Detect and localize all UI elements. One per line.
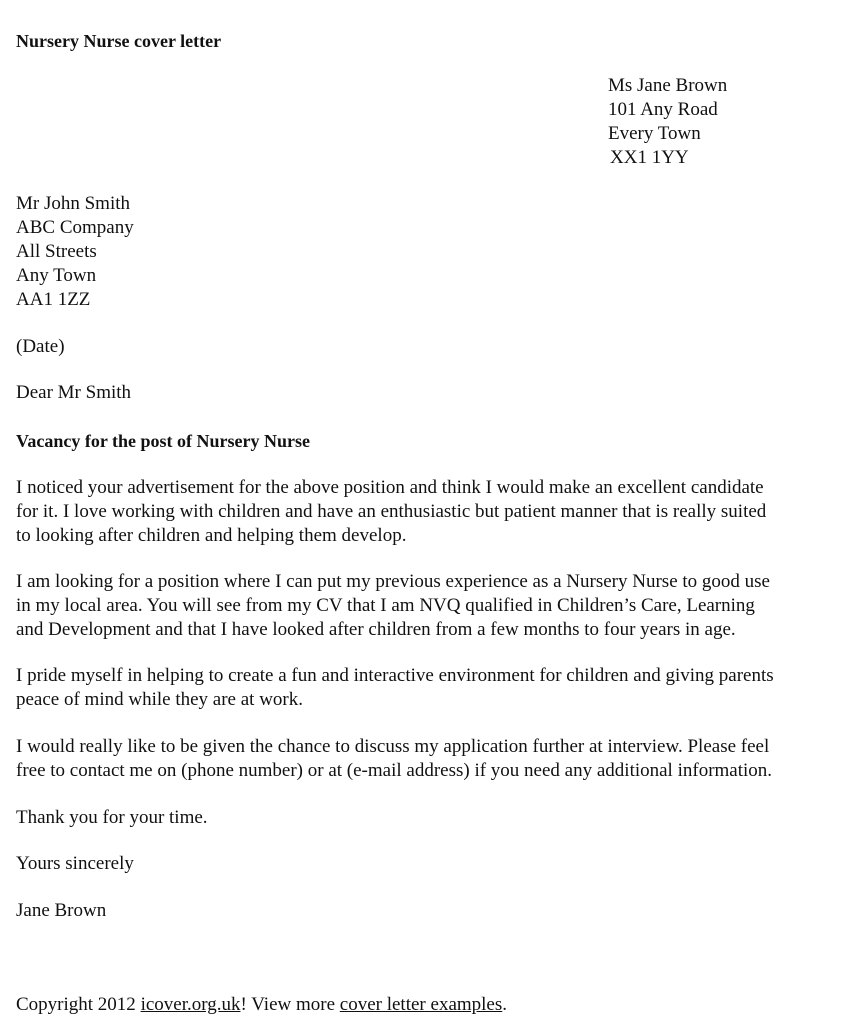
recipient-company: ABC Company bbox=[16, 217, 134, 238]
salutation: Dear Mr Smith bbox=[16, 382, 132, 403]
letter-date: (Date) bbox=[16, 336, 65, 357]
paragraph-line: I would really like to be given the chance to discuss my application further at interview. Please feel bbox=[16, 736, 770, 757]
closing-line: Yours sincerely bbox=[16, 853, 134, 874]
paragraph-line: to looking after children and helping them develop. bbox=[16, 525, 407, 546]
sender-address bbox=[608, 74, 727, 170]
footer-prefix: Copyright 2012 bbox=[16, 994, 141, 1015]
sender-street: 101 Any Road bbox=[608, 99, 718, 120]
cover-letter-examples-link[interactable]: cover letter examples bbox=[339, 994, 503, 1015]
paragraph-line: I noticed your advertisement for the above position and think I would make an excellent candidate bbox=[16, 477, 764, 498]
paragraph-1 bbox=[16, 476, 838, 548]
footer-suffix: . bbox=[502, 994, 508, 1015]
paragraph-line: free to contact me on (phone number) or at (e-mail address) if you need any additional information. bbox=[16, 760, 773, 781]
recipient-street: All Streets bbox=[16, 241, 97, 262]
paragraph-line: for it. I love working with children and have an enthusiastic but patient manner that is really suited bbox=[16, 501, 767, 522]
copyright-footer bbox=[16, 993, 507, 1017]
paragraph-line: I am looking for a position where I can put my previous experience as a Nursery Nurse to good use bbox=[16, 571, 770, 592]
thanks-line: Thank you for your time. bbox=[16, 807, 208, 828]
recipient-town: Any Town bbox=[16, 265, 97, 286]
site-link[interactable]: icover.org.uk bbox=[140, 994, 241, 1015]
footer-middle: ! View more bbox=[240, 994, 340, 1015]
recipient-address bbox=[16, 192, 134, 312]
paragraph-line: I pride myself in helping to create a fun and interactive environment for children and giving parents bbox=[16, 665, 774, 686]
signature: Jane Brown bbox=[16, 900, 107, 921]
paragraph-line: and Development and that I have looked after children from a few months to four years in age. bbox=[16, 619, 736, 640]
subject-line: Vacancy for the post of Nursery Nurse bbox=[16, 431, 310, 451]
paragraph-2 bbox=[16, 570, 838, 642]
sender-town: Every Town bbox=[608, 123, 701, 144]
paragraph-line: in my local area. You will see from my CV that I am NVQ qualified in Children’s Care, Learning bbox=[16, 595, 755, 616]
page-title: Nursery Nurse cover letter bbox=[16, 31, 222, 51]
recipient-name: Mr John Smith bbox=[16, 193, 131, 214]
recipient-postcode: AA1 1ZZ bbox=[16, 289, 91, 310]
paragraph-line: peace of mind while they are at work. bbox=[16, 689, 303, 710]
sender-postcode: XX1 1YY bbox=[610, 147, 689, 168]
paragraph-4 bbox=[16, 735, 838, 783]
paragraph-3 bbox=[16, 664, 838, 712]
sender-name: Ms Jane Brown bbox=[608, 75, 728, 96]
